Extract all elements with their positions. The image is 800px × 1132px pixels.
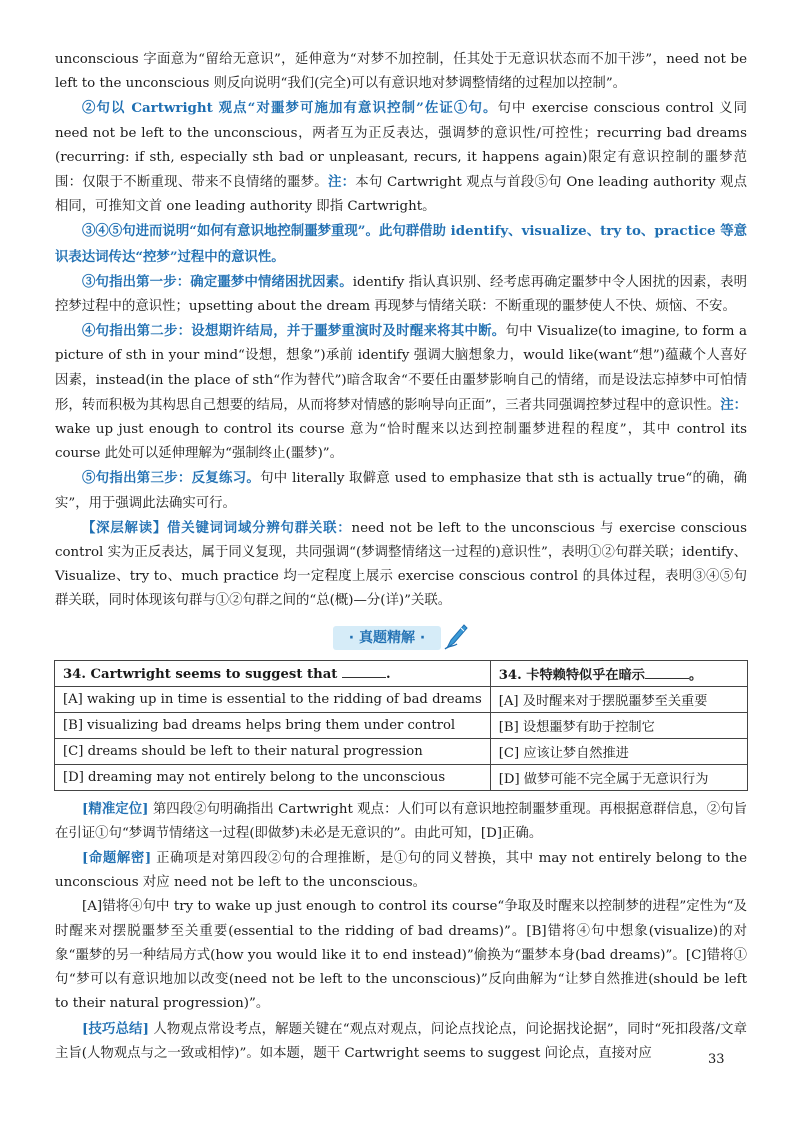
table-row xyxy=(55,738,748,764)
paragraph-4: ③句指出第一步：确定噩梦中情绪困扰因素。identify 指认真识别、经考虑再确定噩梦中令人困扰的因素，表明控梦过程中的意识性；upsetting about the dream 再现梦与情绪关联：不断重现的噩梦使人不快、烦恼、不安。 xyxy=(55,273,748,315)
question-stem-en: 34. Cartwright seems to suggest that . xyxy=(55,660,491,686)
section-heading xyxy=(55,622,747,652)
paragraph-5: ④句指出第二步：设想期许结局，并于噩梦重演时及时醒来将其中断。句中 Visualize(to imagine, to form a picture of sth in your mind“设想，想象”)承前 identify 强调大脑想象力，would like(want“想”)蕴藏个人喜好因素，instead(in the place of sth“作为替代”)暗含取舍“不要任由噩梦影响自己的情绪，而是设法忘掉梦中可怕情形，转而积极为其构思自己想要的结局，从而将梦对情感的影响导向正面”，三者共同强调控梦过程中的意识性。注：wake up just enough to control its course 意为“恰时醒来以达到控制噩梦进程的程度”，其中 control its course 此处可以延伸理解为“强制终止(噩梦)”。 xyxy=(55,323,748,462)
page-number: 33 xyxy=(708,1052,725,1067)
question-stem-cn: 34. 卡特赖特似乎在暗示 。 xyxy=(490,660,747,686)
option-a-en: [A] waking up in time is essential to the ridding of bad dreams xyxy=(55,686,491,712)
pen-icon xyxy=(443,622,469,654)
table-row xyxy=(55,764,748,790)
paragraph-4-lead: ③句指出第一步：确定噩梦中情绪困扰因素。 xyxy=(82,273,353,290)
table-row xyxy=(55,660,748,686)
option-a-cn: [A] 及时醒来对于摆脱噩梦至关重要 xyxy=(490,686,747,712)
question-table xyxy=(54,660,748,791)
option-c-en: [C] dreams should be left to their natural progression xyxy=(55,738,491,764)
paragraph-7: 【深层解读】借关键词词域分辨句群关联：need not be left to the unconscious 与 exercise conscious control 实为正反表达，属于同义复现，共同强调“(梦调整情绪这一过程的)意识性”，表明①②句群关联；identify、Visualize、try to、much practice 均一定程度上展示 exercise conscious control 的具体过程，表明③④⑤句群关联，同时体现该句群与①②句群之间的“总(概)—分(详)”关联。 xyxy=(55,519,748,609)
section-heading-label: · 真题精解 · xyxy=(333,626,441,650)
table-row xyxy=(55,712,748,738)
paragraph-6-lead: ⑤句指出第三步：反复练习。 xyxy=(82,470,261,487)
precise-location-label: [精准定位] xyxy=(82,800,149,817)
paragraph-3 xyxy=(55,219,747,269)
deep-reading-label: 【深层解读】借关键词词域分辨句群关联： xyxy=(82,519,352,536)
page-content xyxy=(55,48,747,1066)
paragraph-2: ②句以 Cartwright 观点“对噩梦可施加有意识控制”佐证①句。句中 exercise conscious control 义同 need not be left to the unconscious，两者互为正反表达，强调梦的意识性/可控性；recurring bad dreams (recurring: if sth, especially sth bad or unpleasant, recurs, it happens again)限定有意识控制的噩梦范围：仅限于不断重现、带来不良情绪的噩梦。注：本句 Cartwright 观点与首段⑤句 One leading authority 观点相同，可推知文首 one leading authority 即指 Cartwright。 xyxy=(55,100,747,215)
question-decoding-label: [命题解密] xyxy=(82,850,152,867)
option-b-cn: [B] 设想噩梦有助于控制它 xyxy=(490,712,747,738)
option-c-cn: [C] 应该让梦自然推进 xyxy=(490,738,747,764)
answer-blank xyxy=(645,666,689,679)
option-d-cn: [D] 做梦可能不完全属于无意识行为 xyxy=(490,764,747,790)
paragraph-6: ⑤句指出第三步：反复练习。句中 literally 取僻意 used to emphasize that sth is actually true“的确，确实”，用于强调此法确实可行。 xyxy=(55,470,747,511)
distractor-analysis: [A]错将④句中 try to wake up just enough to control its course“争取及时醒来以控制梦的进程”定性为“及时醒来对摆脱噩梦至关重要(essential to the ridding of bad dreams)”。[B]错将④句中想象(visualize)的对象“噩梦的另一种结局方式(how you would like it to end instead)”偷换为“噩梦本身(bad dreams)”。[C]错将①句“梦可以有意识地加以改变(need not be left to the unconscious)”反向曲解为“让梦自然推进(should be left to their natural progression)”。 xyxy=(55,899,747,1012)
paragraph-3-lead: ③④⑤句进而说明“如何有意识地控制噩梦重现”。此句群借助 identify、visualize、try to、practice 等意识表达词传达“控梦”过程中的意识性。 xyxy=(55,223,747,265)
paragraph-2-lead: ②句以 Cartwright 观点“对噩梦可施加有意识控制”佐证①句。 xyxy=(82,100,498,117)
option-b-en: [B] visualizing bad dreams helps bring them under control xyxy=(55,712,491,738)
paragraph-1: unconscious 字面意为“留给无意识”，延伸意为“对梦不加控制，任其处于无意识状态而不加干涉”，need not be left to the unconscious 则反向说明“我们(完全)可以有意识地对梦调整情绪的过程加以控制”。 xyxy=(55,52,747,92)
technique-summary: [技巧总结] 人物观点常设考点，解题关键在“观点对观点，问论点找论点，问论据找论据”，同时“死扣段落/文章主旨(人物观点与之一致或相悖)”。如本题，题干 Cartwright seems to suggest 问论点，直接对应 xyxy=(55,1020,748,1061)
paragraph-5-lead: ④句指出第二步：设想期许结局，并于噩梦重演时及时醒来将其中断。 xyxy=(82,323,506,340)
precise-location: [精准定位] 第四段②句明确指出 Cartwright 观点：人们可以有意识地控制噩梦重现。再根据意群信息，②句旨在引证①句“梦调节情绪这一过程(即做梦)未必是无意识的”。由此可知，[D]正确。 xyxy=(55,800,748,841)
answer-blank xyxy=(342,665,386,678)
table-row xyxy=(55,686,748,712)
option-d-en: [D] dreaming may not entirely belong to the unconscious xyxy=(55,764,491,790)
technique-summary-label: [技巧总结] xyxy=(82,1020,149,1037)
question-decoding: [命题解密] 正确项是对第四段②句的合理推断，是①句的同义替换，其中 may not entirely belong to the unconscious 对应 need not be left to the unconscious。 xyxy=(55,850,747,891)
